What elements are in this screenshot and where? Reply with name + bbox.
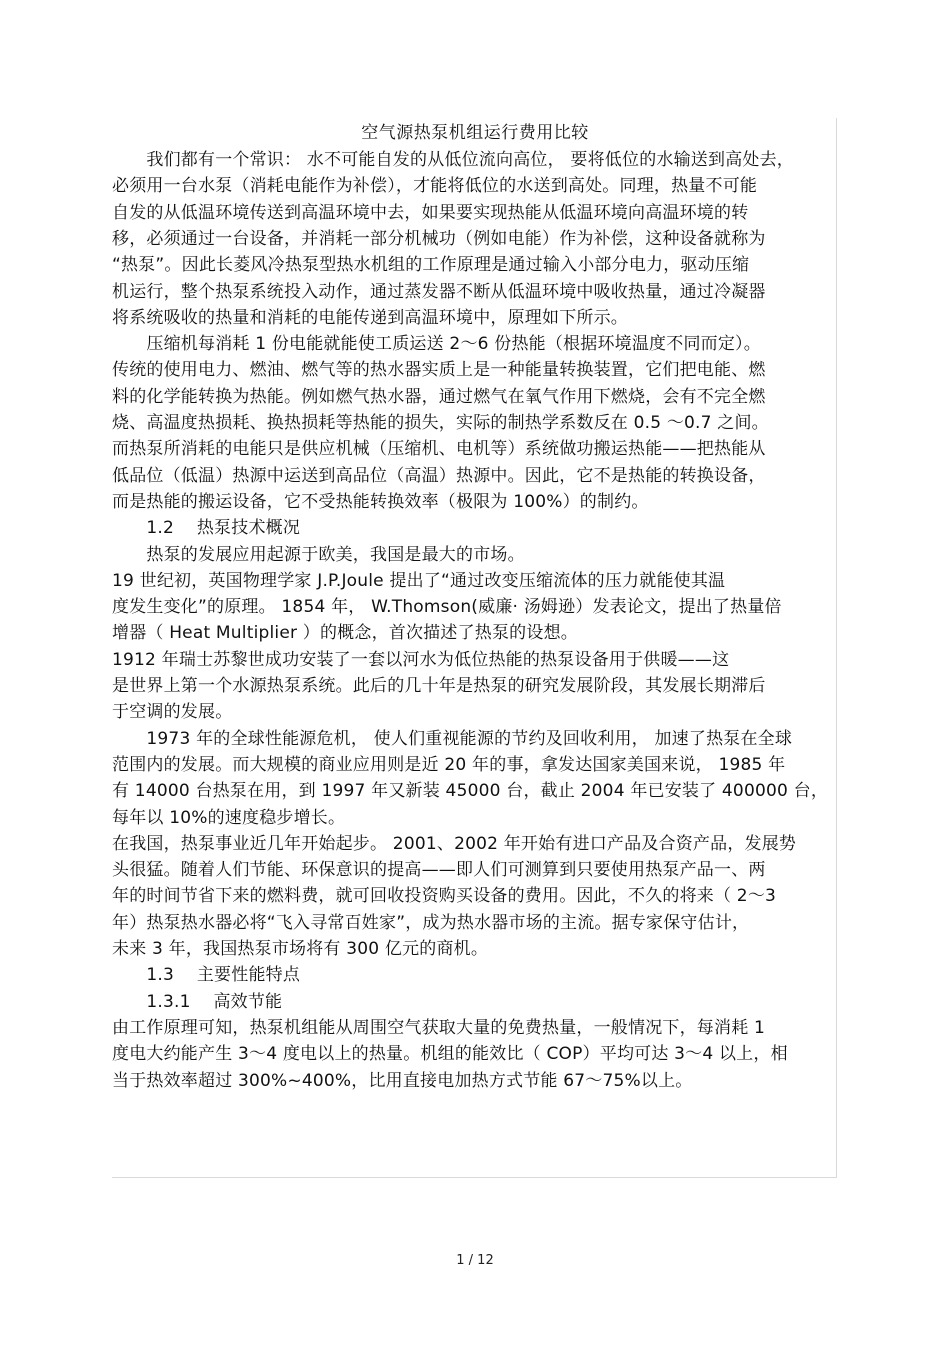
text-line: 度电大约能产生 3～4 度电以上的热量。机组的能效比（ COP）平均可达 3～4 以上，相 — [112, 1044, 788, 1065]
text-line: 年的时间节省下来的燃料费，就可回收投资购买设备的费用。因此，不久的将来（ 2～3 — [112, 886, 777, 907]
text-line: 1.2 热泵技术概况 — [112, 518, 301, 539]
text-line: 而是热能的搬运设备，它不受热能转换效率（极限为 100%）的制约。 — [112, 491, 649, 512]
text-line: 热泵的发展应用起源于欧美，我国是最大的市场。 — [112, 544, 525, 565]
bottom-margin-rule — [112, 1177, 837, 1178]
text-line: 低品位（低温）热源中运送到高品位（高温）热源中。因此，它不是热能的转换设备， — [112, 465, 766, 486]
text-line: 移，必须通过一台设备，并消耗一部分机械功（例如电能）作为补偿，这种设备就称为 — [112, 228, 766, 249]
text-line: 必须用一台水泵（消耗电能作为补偿），才能将低位的水送到高处。同理，热量不可能 — [112, 176, 758, 197]
document-title: 空气源热泵机组运行费用比较 — [361, 123, 589, 143]
text-line: 年）热泵热水器必将“飞入寻常百姓家”，成为热水器市场的主流。据专家保守估计， — [112, 912, 750, 933]
text-line: 于空调的发展。 — [112, 702, 233, 723]
text-line: 范围内的发展。而大规模的商业应用则是近 20 年的事，拿发达国家美国来说， 1985 年 — [112, 754, 786, 775]
text-line: 每年以 10%的速度稳步增长。 — [112, 807, 346, 828]
text-line: 当于热效率超过 300%~400%，比用直接电加热方式节能 67～75%以上。 — [112, 1070, 693, 1091]
text-line: 1.3.1 高效节能 — [112, 991, 283, 1012]
text-line: 未来 3 年，我国热泵市场将有 300 亿元的商机。 — [112, 939, 489, 959]
text-line: 压缩机每消耗 1 份电能就能使工质运送 2～6 份热能（根据环境温度不同而定）。 — [112, 334, 761, 355]
text-line: 由工作原理可知，热泵机组能从周围空气获取大量的免费热量，一般情况下，每消耗 1 — [112, 1017, 766, 1038]
text-line: 自发的从低温环境传送到高温环境中去，如果要实现热能从低温环境向高温环境的转 — [112, 202, 749, 223]
text-line: 度发生变化”的原理。 1854 年， W.Thomson(威廉· 汤姆逊）发表论文，提出了热量倍 — [112, 597, 782, 618]
page-number: 1 / 12 — [456, 1253, 494, 1268]
text-line: 我们都有一个常识： 水不可能自发的从低位流向高位， 要将低位的水输送到高处去， — [112, 150, 795, 170]
text-line: 在我国，热泵事业近几年开始起步。 2001、2002 年开始有进口产品及合资产品，发展势 — [112, 833, 797, 854]
text-line: 是世界上第一个水源热泵系统。此后的几十年是热泵的研究发展阶段，其发展长期滞后 — [112, 676, 766, 696]
text-line: 1912 年瑞士苏黎世成功安装了一套以河水为低位热能的热泵设备用于供暖——这 — [112, 649, 730, 670]
text-line: 而热泵所消耗的电能只是供应机械（压缩机、电机等）系统做功搬运热能——把热能从 — [112, 439, 766, 460]
text-line: “热泵”。因此长菱风冷热泵型热水机组的工作原理是通过输入小部分电力，驱动压缩 — [112, 255, 750, 276]
text-line: 将系统吸收的热量和消耗的电能传递到高温环境中，原理如下所示。 — [112, 307, 628, 328]
text-line: 烧、高温度热损耗、换热损耗等热能的损失，实际的制热学系数反在 0.5 ～0.7 之间。 — [112, 413, 769, 433]
text-line: 传统的使用电力、燃油、燃气等的热水器实质上是一种能量转换装置，它们把电能、燃 — [112, 360, 766, 381]
text-line: 头很猛。随着人们节能、环保意识的提高——即人们可测算到只要使用热泵产品一、两 — [112, 860, 766, 881]
text-line: 19 世纪初，英国物理学家 J.P.Joule 提出了“通过改变压缩流体的压力就能使其温 — [112, 570, 726, 591]
text-line: 增器（ Heat Multiplier ）的概念，首次描述了热泵的设想。 — [112, 623, 578, 644]
text-line: 料的化学能转换为热能。例如燃气热水器，通过燃气在氧气作用下燃烧，会有不完全燃 — [112, 386, 766, 407]
text-line: 1973 年的全球性能源危机， 使人们重视能源的节约及回收利用， 加速了热泵在全球 — [112, 728, 793, 749]
text-line: 机运行，整个热泵系统投入动作，通过蒸发器不断从低温环境中吸收热量，通过冷凝器 — [112, 281, 766, 302]
text-line: 1.3 主要性能特点 — [112, 965, 301, 986]
text-line: 有 14000 台热泵在用，到 1997 年又新装 45000 台，截止 2004 年已安装了 400000 台， — [112, 781, 829, 802]
